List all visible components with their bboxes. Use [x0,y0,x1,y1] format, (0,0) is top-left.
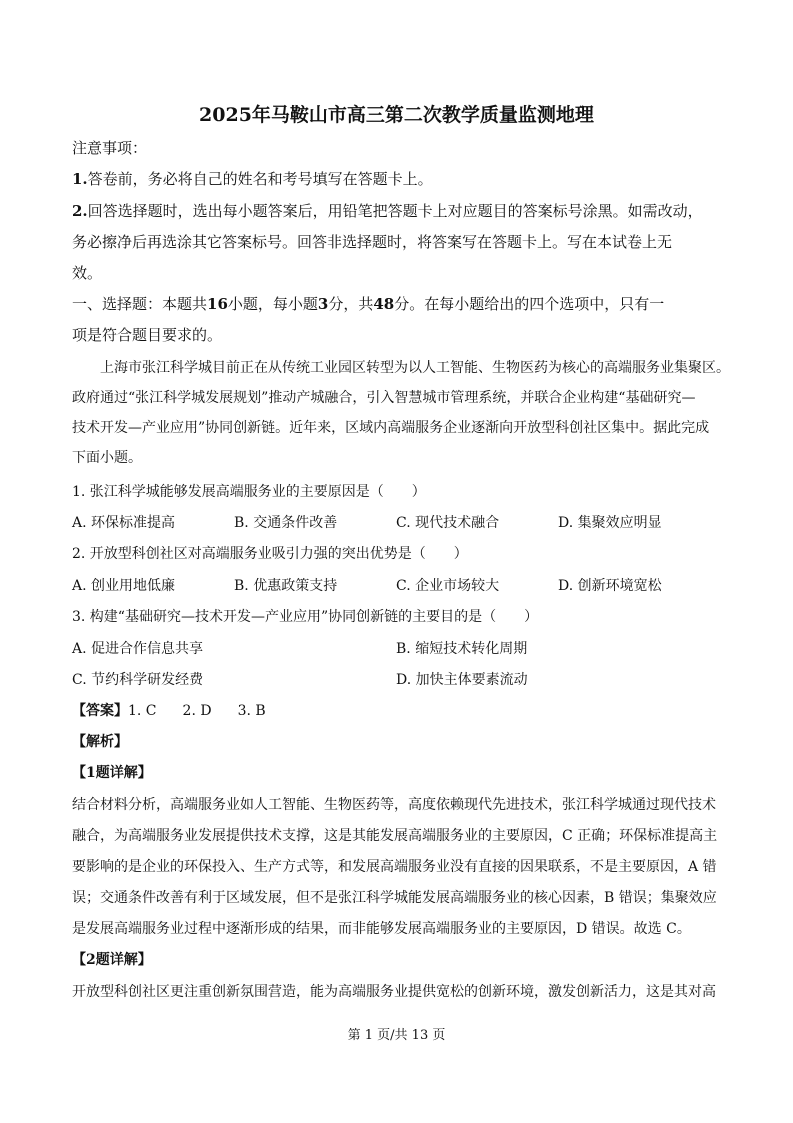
detail-1-line: 误；交通条件改善有利于区域发展，但不是张江科学城能发展高端服务业的核心因素，B 错误；集聚效应 [72,890,717,906]
notice-item-1-num: 1. [72,170,88,188]
notice-item-2-num: 2. [72,202,88,220]
detail-1-line: 是发展高端服务业过程中逐渐形成的结果，而非能够发展高端服务业的主要原因，D 错误。故选 C。 [72,921,691,937]
material-line: 技术开发—产业应用”协同创新链。近年来，区域内高端服务企业逐渐向开放型科创社区集中。据此完成 [72,420,710,436]
question-3-stem: 3. 构建“基础研究—技术开发—产业应用”协同创新链的主要目的是（ ） [72,609,539,625]
answer-value: 3. B [237,703,266,719]
question-1-option-d: D. 集聚效应明显 [558,515,662,531]
notice-item-1 [72,168,433,189]
question-3-option-a: A. 促进合作信息共享 [72,641,204,657]
section-heading-line-2: 项是符合题目要求的。 [72,326,223,344]
detail-1-line: 融合，为高端服务业发展提供技术支撑，这是其能发展高端服务业的主要原因，C 正确；环保标准提高主 [72,828,718,844]
notice-item-2-line-1 [72,200,703,221]
detail-1-line: 结合材料分析，高端服务业如人工智能、生物医药等，高度依赖现代先进技术，张江科学城通过现代技术 [72,797,716,813]
analysis-label: 【解析】 [72,734,128,750]
section-text-a: 一、选择题：本题共 [72,295,208,313]
question-2-stem: 2. 开放型科创社区对高端服务业吸引力强的突出优势是（ ） [72,546,468,562]
section-points-total: 48 [373,295,395,313]
section-heading-line-1 [72,293,664,314]
section-points-each: 3 [317,295,329,313]
question-2-option-d: D. 创新环境宽松 [558,578,662,594]
section-text-d: 分。在每小题给出的四个选项中，只有一 [394,295,665,313]
answer-line [72,700,266,720]
question-3-option-b: B. 缩短技术转化周期 [396,641,528,657]
material-line: 下面小题。 [72,450,142,466]
section-text-b: 小题，每小题 [227,295,318,313]
answer-label: 【答案】 [72,703,128,719]
question-2-option-a: A. 创业用地低廉 [72,578,176,594]
material-line: 政府通过“张江科学城发展规划”推动产城融合，引入智慧城市管理系统，并联合企业构建“基础研究— [72,390,696,406]
question-2-option-c: C. 企业市场较大 [396,578,500,594]
notice-heading: 注意事项： [72,139,148,157]
question-2-option-b: B. 优惠政策支持 [234,578,338,594]
page-title: 2025年马鞍山市高三第二次教学质量监测地理 [199,104,594,126]
section-text-c: 分，共 [328,295,374,313]
material-line: 上海市张江科学城目前正在从传统工业园区转型为以人工智能、生物医药为核心的高端服务业集聚区。 [100,360,730,376]
detail-1-label: 【1题详解】 [72,765,152,781]
detail-2-label: 【2题详解】 [72,952,152,968]
question-1-stem: 1. 张江科学城能够发展高端服务业的主要原因是（ ） [72,484,426,500]
answer-value: 2. D [182,703,212,719]
detail-1-line: 要影响的是企业的环保投入、生产方式等，和发展高端服务业没有直接的因果联系，不是主要原因，A 错 [72,859,717,875]
notice-item-1-text: 答卷前，务必将自己的姓名和考号填写在答题卡上。 [87,170,433,188]
notice-item-2-text: 回答选择题时，选出每小题答案后，用铅笔把答题卡上对应题目的答案标号涂黑。如需改动， [87,202,703,220]
page-footer: 第 1 页/共 13 页 [347,1028,446,1043]
question-1-option-c: C. 现代技术融合 [396,515,500,531]
question-1-option-a: A. 环保标准提高 [72,515,176,531]
detail-2-line: 开放型科创社区更注重创新氛围营造，能为高端服务业提供宽松的创新环境，激发创新活力，这是其对高 [72,984,716,1000]
question-3-option-c: C. 节约科学研发经费 [72,672,204,688]
question-3-option-d: D. 加快主体要素流动 [396,672,528,688]
notice-item-2-line-3: 效。 [72,264,103,282]
answer-value: 1. C [128,703,157,719]
section-count: 16 [207,295,228,313]
notice-item-2-line-2: 务必擦净后再选涂其它答案标号。回答非选择题时，将答案写在答题卡上。写在本试卷上无 [72,233,673,251]
question-1-option-b: B. 交通条件改善 [234,515,338,531]
